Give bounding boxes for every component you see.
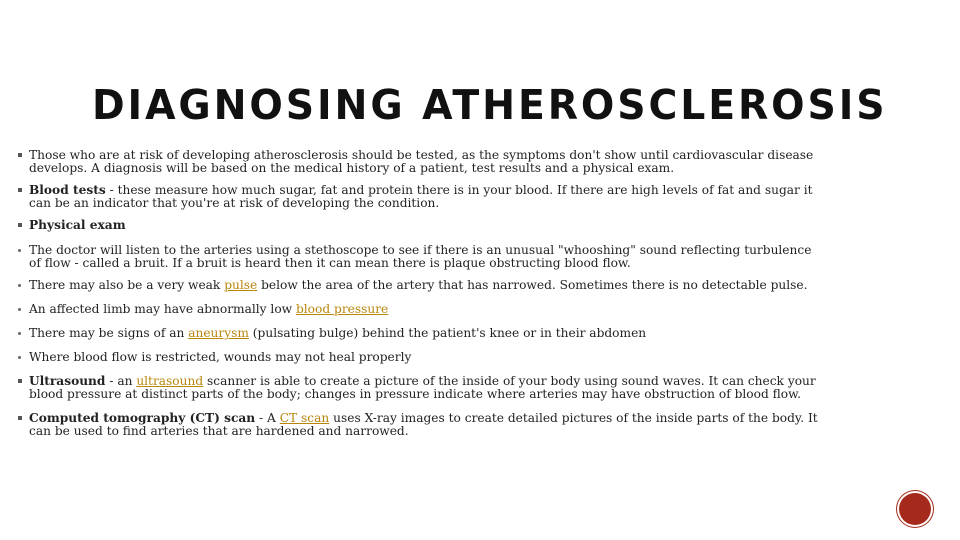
bullet-physical-exam xyxy=(18,219,823,232)
bullet-text: below the area of the artery that has narrowed. Sometimes there is no detectable pulse. xyxy=(257,278,808,292)
square-bullet-icon xyxy=(18,416,22,420)
slide-title: DIAGNOSING ATHEROSCLEROSIS xyxy=(92,81,888,129)
bullet-text: There may also be a very weak xyxy=(29,278,225,292)
bullet-list xyxy=(18,149,823,438)
bullet-blood-pressure xyxy=(18,303,823,316)
dot-bullet-icon xyxy=(18,308,21,311)
bullet-heading: Ultrasound xyxy=(29,374,106,388)
blood-pressure-link[interactable]: blood pressure xyxy=(295,302,389,316)
bullet-heading: Physical exam xyxy=(29,218,126,232)
slide-number-badge xyxy=(897,491,933,527)
bullet-text: There may be signs of an xyxy=(29,326,189,340)
bullet-text: - these measure how much sugar, fat and protein there is in your blood. If there are high levels of fat and sugar it can be an indicator that you're at risk of developing the condition. xyxy=(29,183,813,210)
ultrasound-link[interactable]: ultrasound xyxy=(136,374,204,388)
bullet-text: Those who are at risk of developing atherosclerosis should be tested, as the symptoms don't show until cardiovascular disease develops. A diagnosis will be based on the medical history of a patient, test results and a physical exam. xyxy=(29,148,814,175)
bullet-text: Where blood flow is restricted, wounds may not heal properly xyxy=(29,350,412,364)
bullet-heading: Blood tests xyxy=(29,183,106,197)
bullet-aneurysm xyxy=(18,327,823,340)
bullet-wounds xyxy=(18,351,823,364)
square-bullet-icon xyxy=(18,153,22,157)
ct-scan-link[interactable]: CT scan xyxy=(279,411,330,425)
square-bullet-icon xyxy=(18,223,22,227)
aneurysm-link[interactable]: aneurysm xyxy=(188,326,249,340)
bullet-stethoscope xyxy=(18,244,823,270)
bullet-text: (pulsating bulge) behind the patient's knee or in their abdomen xyxy=(248,326,647,340)
bullet-ultrasound xyxy=(18,375,823,401)
bullet-text: uses X-ray images to create detailed pictures of the inside parts of the body. It can be used to find arteries that are hardened and narrowed. xyxy=(29,411,818,438)
bullet-pulse xyxy=(18,279,823,292)
bullet-text: The doctor will listen to the arteries using a stethoscope to see if there is an unusual "whooshing" sound reflecting turbulence of flow - called a bruit. If a bruit is heard then it can mean there is plaque obstructing blood flow. xyxy=(29,243,812,270)
dot-bullet-icon xyxy=(18,332,21,335)
pulse-link[interactable]: pulse xyxy=(224,278,258,292)
square-bullet-icon xyxy=(18,379,22,383)
bullet-text: An affected limb may have abnormally low xyxy=(29,302,296,316)
bullet-intro xyxy=(18,149,823,175)
dot-bullet-icon xyxy=(18,356,21,359)
dot-bullet-icon xyxy=(18,249,21,252)
bullet-text: - an xyxy=(105,374,137,388)
bullet-text: scanner is able to create a picture of the inside of your body using sound waves. It can check your blood pressure at distinct parts of the body; changes in pressure indicate where arteries may have obstruction of blood flow. xyxy=(29,374,816,401)
dot-bullet-icon xyxy=(18,284,21,287)
square-bullet-icon xyxy=(18,188,22,192)
bullet-ct-scan xyxy=(18,412,823,438)
bullet-text: - A xyxy=(255,411,280,425)
bullet-heading: Computed tomography (CT) scan xyxy=(29,411,256,425)
bullet-blood-tests xyxy=(18,184,823,210)
